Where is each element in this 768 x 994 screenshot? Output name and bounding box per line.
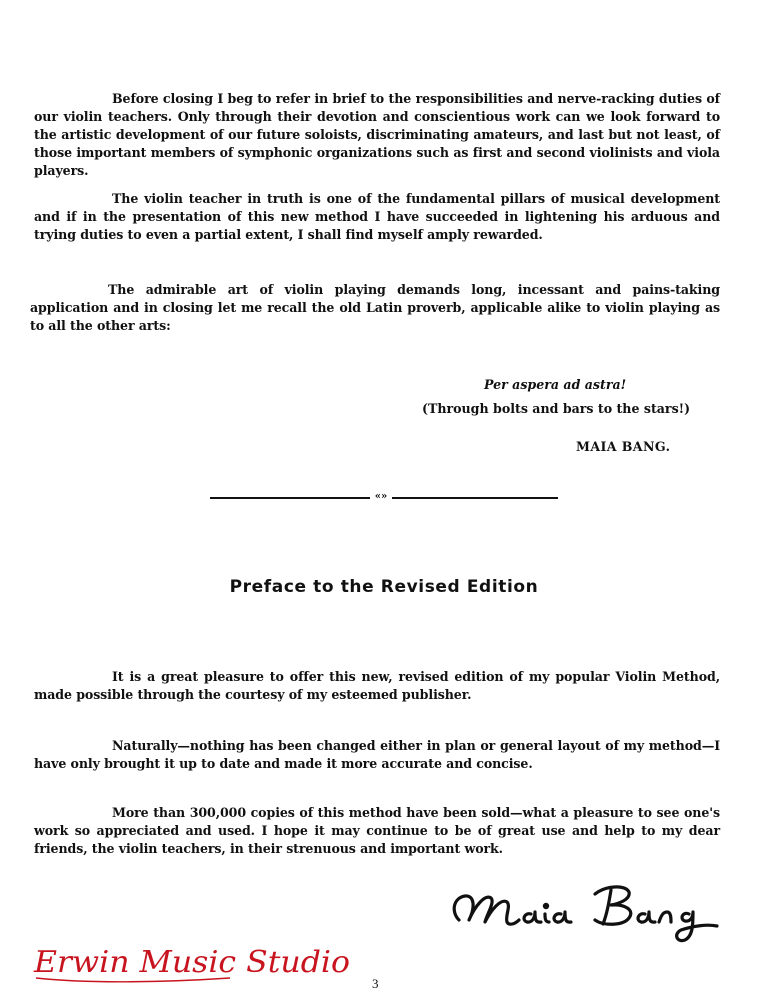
preface-title: Preface to the Revised Edition	[229, 577, 539, 597]
preface-paragraph-2: Naturally—nothing has been changed either in plan or general layout of my method—I have only brought it up to date and made it more accurate and concise.	[34, 738, 720, 771]
studio-watermark-logo	[30, 938, 360, 986]
preface-paragraph-1: It is a great pleasure to offer this new, revised edition of my popular Violin Method, made possible through the courtesy of my esteemed publisher.	[34, 669, 720, 702]
section-divider	[210, 490, 558, 504]
author-signoff: MAIA BANG.	[576, 439, 671, 454]
closing-paragraph-2: The violin teacher in truth is one of the fundamental pillars of musical development and if in the presentation of this new method I have succeeded in lightening his arduous and trying duties to even a partial extent, I shall find myself amply rewarded.	[34, 191, 720, 242]
handwritten-signature	[445, 868, 720, 948]
divider-line-right	[392, 497, 558, 499]
divider-ornament: «»	[374, 491, 388, 502]
closing-paragraph-1: Before closing I beg to refer in brief to the responsibilities and nerve-racking duties of our violin teachers. Only through their devotion and conscientious work can we look forward to the artistic development of our future soloists, discriminating amateurs, and last but not least, of those important members of symphonic organizations such as first and second violinists and viola players.	[34, 91, 720, 178]
divider-line-left	[210, 497, 370, 499]
proverb-translation: (Through bolts and bars to the stars!)	[422, 401, 691, 416]
watermark-text: Erwin Music Studio	[32, 945, 351, 980]
preface-paragraph-3: More than 300,000 copies of this method have been sold—what a pleasure to see one's work so appreciated and used. I hope it may continue to be of great use and help to my dear friends, the violin teachers, in their strenuous and important work.	[34, 805, 720, 856]
page-number: 3	[372, 976, 379, 991]
closing-paragraph-3: The admirable art of violin playing demands long, incessant and pains-taking application and in closing let me recall the old Latin proverb, applicable alike to violin playing as to all the other arts:	[30, 282, 720, 333]
latin-proverb: Per aspera ad astra!	[484, 377, 627, 392]
